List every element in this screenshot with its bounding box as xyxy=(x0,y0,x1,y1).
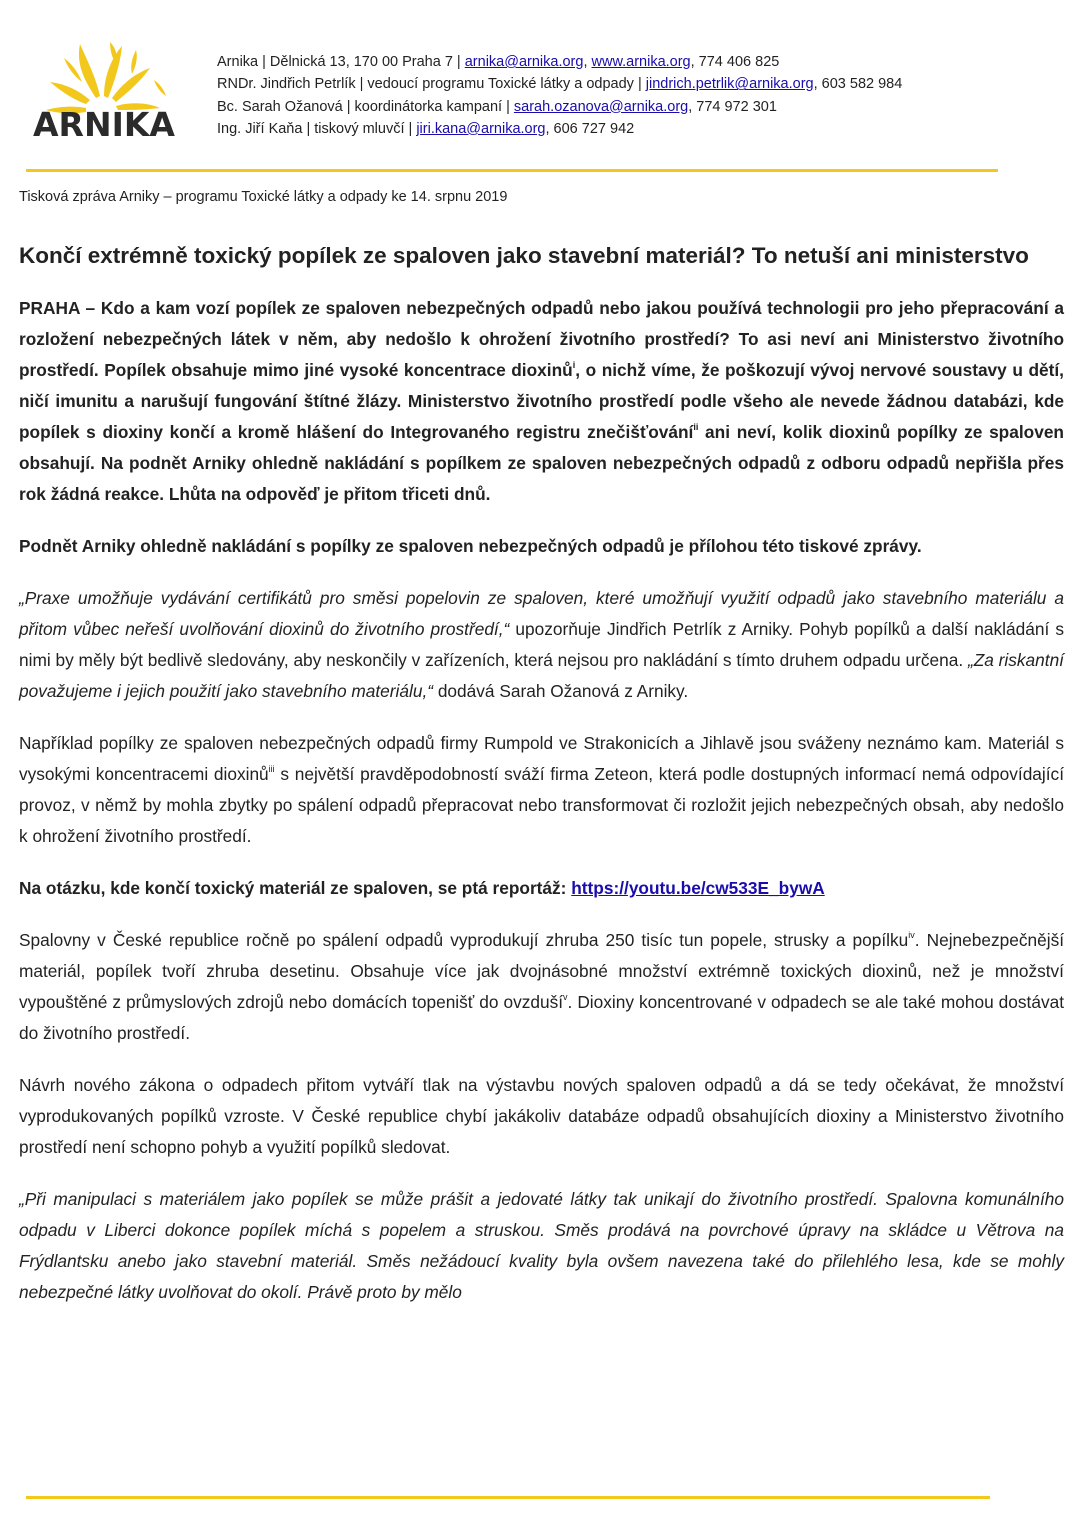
footnote-ref-i[interactable]: i xyxy=(572,360,576,370)
email-link-petrlik[interactable]: jindrich.petrlik@arnika.org xyxy=(645,76,814,93)
contact-line-arnika: Arnika | Dělnická 13, 170 00 Praha 7 | arnika@arnika.org, www.arnika.org, 774 406 825 xyxy=(217,54,780,70)
email-link-ozanova[interactable]: sarah.ozanova@arnika.org xyxy=(513,98,689,115)
contact-block xyxy=(217,51,902,140)
article-body xyxy=(19,236,1064,1308)
arnika-logo xyxy=(24,40,184,140)
stats-paragraph: Spalovny v České republice ročně po spálení odpadů vyprodukují zhruba 250 tisíc tun popele, strusky a popílku$^{iv}$. Nejnebezpečnější materiál, popílek tvoří zhruba desetinu. Obsahuje více jak dvojnásobné množství extrémně toxických dioxinů, než je množství vypouštěné z průmyslových zdrojů nebo domácích topenišť do ovzduší$^v$. Dioxiny koncentrované v odpadech se ale také mohou dostávat do životního prostředí. xyxy=(19,930,1065,1043)
report-video-link[interactable]: https://youtu.be/cw533E_bywA xyxy=(571,878,825,898)
contact-line-petrlik: RNDr. Jindřich Petrlík | vedoucí programu Toxické látky a odpady | jindrich.petrlik@arnika.org, 603 582 984 xyxy=(217,76,903,93)
law-paragraph: Návrh nového zákona o odpadech přitom vytváří tlak na výstavbu nových spaloven odpadů a dá se tedy očekávat, že množství vyprodukovaných popílků vzroste. V České republice chybí jakákoliv databáze odpadů obsahujících dioxiny a Ministerstvo životního prostředí není schopno pohyb a využití popílků sledovat. xyxy=(19,1075,1064,1157)
contact-line-kana: Ing. Jiří Kaňa | tiskový mluvčí | jiri.kana@arnika.org, 606 727 942 xyxy=(217,120,635,137)
example-paragraph: Například popílky ze spaloven nebezpečných odpadů firmy Rumpold ve Strakonicích a Jihlavě jsou sváženy neznámo kam. Materiál s vysokými koncentracemi dioxinů$^{iii}$ s největší pravděpodobností sváží firma Zeteon, která podle dostupných informací nemá odpovídající provoz, v němž by mohla zbytky po spálení odpadů přepracovat nebo transformovat či rozložit jejich nebezpečných obsah, aby nedošlo k ohrožení životního prostředí. xyxy=(19,733,1064,846)
quote-paragraph-liberec: „Při manipulaci s materiálem jako popílek se může prášit a jedovaté látky tak unikají do životního prostředí. Spalovna komunálního odpadu v Liberci dokonce popílek míchá s popelem a struskou. Směs prodává na povrchové úpravy na skládce u Větrova na Frýdlantsku anebo jako stavební materiál. Směs nežádoucí kvality byla ovšem navezena také do přilehlého lesa, kde se mohly nebezpečné látky uvolňovat do okolí. Právě proto by mělo xyxy=(19,1189,1064,1302)
footer-divider xyxy=(26,1496,990,1499)
footnote-ref-ii[interactable]: ii xyxy=(693,422,699,432)
report-line: Na otázku, kde končí toxický materiál ze spaloven, se ptá reportáž: https://youtu.be/cw533E_bywA xyxy=(19,878,825,898)
quote-paragraph-petrlik: „Praxe umožňuje vydávání certifikátů pro směsi popelovin ze spaloven, které umožňují využití odpadů jako stavebního materiálu a přitom vůbec neřeší uvolňování dioxinů do životního prostředí,“ upozorňuje Jindřich Petrlík z Arniky. Pohyb popílků a další nakládání s nimi by měly být bedlivě sledovány, aby neskončily v zařízeních, která nejsou pro nakládání s tímto druhem odpadu určena. „Za riskantní považujeme i jejich použití jako stavebního materiálu,“ dodává Sarah Ožanová z Arniky. xyxy=(19,588,1064,701)
dateline: Tisková zpráva Arniky – programu Toxické látky a odpady ke 14. srpnu 2019 xyxy=(19,189,508,205)
website-link[interactable]: www.arnika.org xyxy=(591,54,691,70)
footnote-ref-iii[interactable]: iii xyxy=(268,764,275,774)
contact-line-ozanova: Bc. Sarah Ožanová | koordinátorka kampaní | sarah.ozanova@arnika.org, 774 972 301 xyxy=(217,98,777,115)
footnote-ref-iv[interactable]: iv xyxy=(908,930,915,940)
lead-paragraph: PRAHA – Kdo a kam vozí popílek ze spaloven nebezpečných odpadů nebo jakou používá technologii pro jeho přepracování a rozložení nebezpečných látek v něm, aby nedošlo k ohrožení životního prostředí? To asi neví ani Ministerstvo životního prostředí. Popílek obsahuje mimo jiné vysoké koncentrace dioxinů$^i$, o nichž víme, že poškozují vývoj nervové soustavy u dětí, ničí imunitu a narušují fungování štítné žlázy. Ministerstvo životního prostředí podle všeho ale nevede žádnou databázi, kde popílek s dioxiny končí a kromě hlášení do Integrovaného registru znečišťování$^{ii}$ ani neví, kolik dioxinů popílky ze spaloven obsahují. Na podnět Arniky ohledně nakládání s popílkem ze spaloven nebezpečných odpadů z odboru odpadů nepřišla přes rok žádná reakce. Lhůta na odpověď je přitom třiceti dnů. xyxy=(19,298,1064,504)
attachment-note: Podnět Arniky ohledně nakládání s popílky ze spaloven nebezpečných odpadů je přílohou této tiskové zprávy. xyxy=(19,536,922,556)
email-link-kana[interactable]: jiri.kana@arnika.org xyxy=(416,120,546,137)
article-title: Končí extrémně toxický popílek ze spaloven jako stavební materiál? To netuší ani ministerstvo xyxy=(19,243,1029,268)
footnote-ref-v[interactable]: v xyxy=(563,992,568,1002)
logo-wordmark: ARNIKA xyxy=(33,105,175,140)
email-link-arnika[interactable]: arnika@arnika.org xyxy=(464,54,584,70)
header-divider xyxy=(26,169,998,172)
